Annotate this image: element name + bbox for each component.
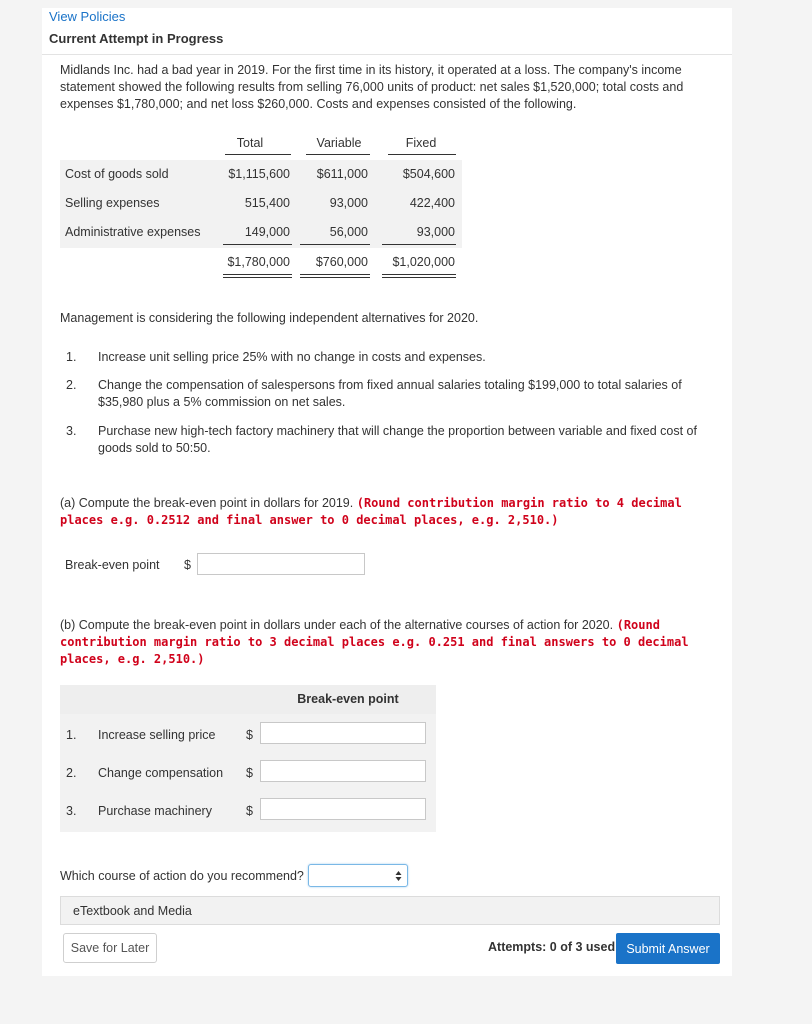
col-underline-variable: [306, 154, 370, 155]
dbl-line-total-b: [223, 277, 292, 278]
dbl-line-variable-b: [300, 277, 370, 278]
part-b-currency-2: $: [246, 766, 253, 780]
sum-line-total: [223, 244, 292, 245]
part-a-question: [60, 495, 720, 529]
grand-total: $1,780,000: [227, 255, 290, 269]
cogs-variable: $611,000: [316, 167, 368, 181]
part-b-num-1: 1.: [66, 728, 77, 742]
part-b-col-header: Break-even point: [297, 692, 399, 706]
selling-variable: 93,000: [329, 196, 368, 210]
cogs-fixed: $504,600: [402, 167, 455, 181]
col-header-total: Total: [236, 136, 264, 150]
alt-num-3: 3.: [66, 424, 77, 438]
etextbook-bar[interactable]: [60, 896, 720, 925]
part-b-num-3: 3.: [66, 804, 77, 818]
part-b-currency-1: $: [246, 728, 253, 742]
row-label-admin: Administrative expenses: [65, 225, 201, 239]
recommend-select[interactable]: [308, 864, 408, 887]
attempts-counter: Attempts: 0 of 3 used: [488, 940, 616, 954]
part-a-question-text: (a) Compute the break-even point in dollars for 2019.: [60, 496, 354, 510]
admin-variable: 56,000: [329, 225, 368, 239]
part-b-label-1: Increase selling price: [98, 728, 216, 742]
dbl-line-fixed-a: [382, 274, 456, 275]
dbl-line-fixed-b: [382, 277, 456, 278]
col-header-fixed: Fixed: [405, 136, 437, 150]
save-for-later-button[interactable]: Save for Later: [63, 933, 157, 963]
row-label-selling: Selling expenses: [65, 196, 160, 210]
alt-num-2: 2.: [66, 378, 77, 392]
attempt-status: Current Attempt in Progress: [49, 31, 224, 46]
selling-fixed: 422,400: [409, 196, 455, 210]
part-a-label: Break-even point: [65, 558, 160, 572]
col-underline-fixed: [388, 154, 456, 155]
recommend-question: Which course of action do you recommend?: [60, 869, 304, 883]
admin-fixed: 93,000: [416, 225, 455, 239]
break-even-2019-input[interactable]: [197, 553, 365, 575]
question-card: [42, 8, 732, 976]
alternatives-intro: Management is considering the following independent alternatives for 2020.: [60, 311, 479, 325]
admin-total: 149,000: [244, 225, 290, 239]
cogs-total: $1,115,600: [228, 167, 290, 181]
part-b-label-3: Purchase machinery: [98, 804, 212, 818]
alt-text-3: Purchase new high-tech factory machinery that will change the proportion between variable and fixed cost of goods sold to 50:50.: [98, 424, 697, 455]
col-underline-total: [225, 154, 291, 155]
sum-line-variable: [300, 244, 370, 245]
cost-table: [60, 132, 462, 280]
row-label-cogs: Cost of goods sold: [65, 167, 169, 181]
alt-text-2: Change the compensation of salespersons from fixed annual salaries totaling $199,000 to total salaries of $35,980 plus a 5% commission on net sales.: [98, 378, 682, 409]
selling-total: 515,400: [244, 196, 290, 210]
part-b-question-text: (b) Compute the break-even point in dollars under each of the alternative courses of action for 2020.: [60, 618, 614, 632]
alt-num-1: 1.: [66, 350, 77, 364]
part-a-instruction: (Round contribution margin ratio to 4 decimal places e.g. 0.2512 and final answer to 0 decimal places, e.g. 2,510.): [60, 496, 682, 527]
break-even-machinery-input[interactable]: [260, 798, 426, 820]
view-policies-link[interactable]: View Policies: [49, 9, 126, 24]
part-b-instruction: (Round contribution margin ratio to 3 decimal places e.g. 0.251 and final answers to 0 decimal places, e.g. 2,510.): [60, 618, 689, 666]
break-even-increase-price-input[interactable]: [260, 722, 426, 744]
sum-line-fixed: [382, 244, 456, 245]
part-b-label-2: Change compensation: [98, 766, 224, 780]
header-divider: [42, 54, 732, 55]
dbl-line-variable-a: [300, 274, 370, 275]
alt-text-1: Increase unit selling price 25% with no change in costs and expenses.: [98, 350, 486, 364]
problem-intro: Midlands Inc. had a bad year in 2019. For the first time in its history, it operated at a loss. The company's income statement showed the following results from selling 76,000 units of product: net sales $1,520,000; total costs and expenses $1,780,000; and net loss $260,000. Costs and expenses consisted of the following.: [60, 63, 684, 111]
select-arrows-icon: [395, 870, 402, 882]
grand-fixed: $1,020,000: [392, 255, 455, 269]
part-b-currency-3: $: [246, 804, 253, 818]
break-even-compensation-input[interactable]: [260, 760, 426, 782]
part-b-question: [60, 617, 720, 668]
etextbook-label: eTextbook and Media: [73, 904, 192, 918]
grand-variable: $760,000: [315, 255, 368, 269]
col-header-variable: Variable: [316, 136, 362, 150]
part-b-num-2: 2.: [66, 766, 77, 780]
dbl-line-total-a: [223, 274, 292, 275]
submit-answer-button[interactable]: Submit Answer: [616, 933, 720, 964]
part-a-currency: $: [184, 558, 191, 572]
